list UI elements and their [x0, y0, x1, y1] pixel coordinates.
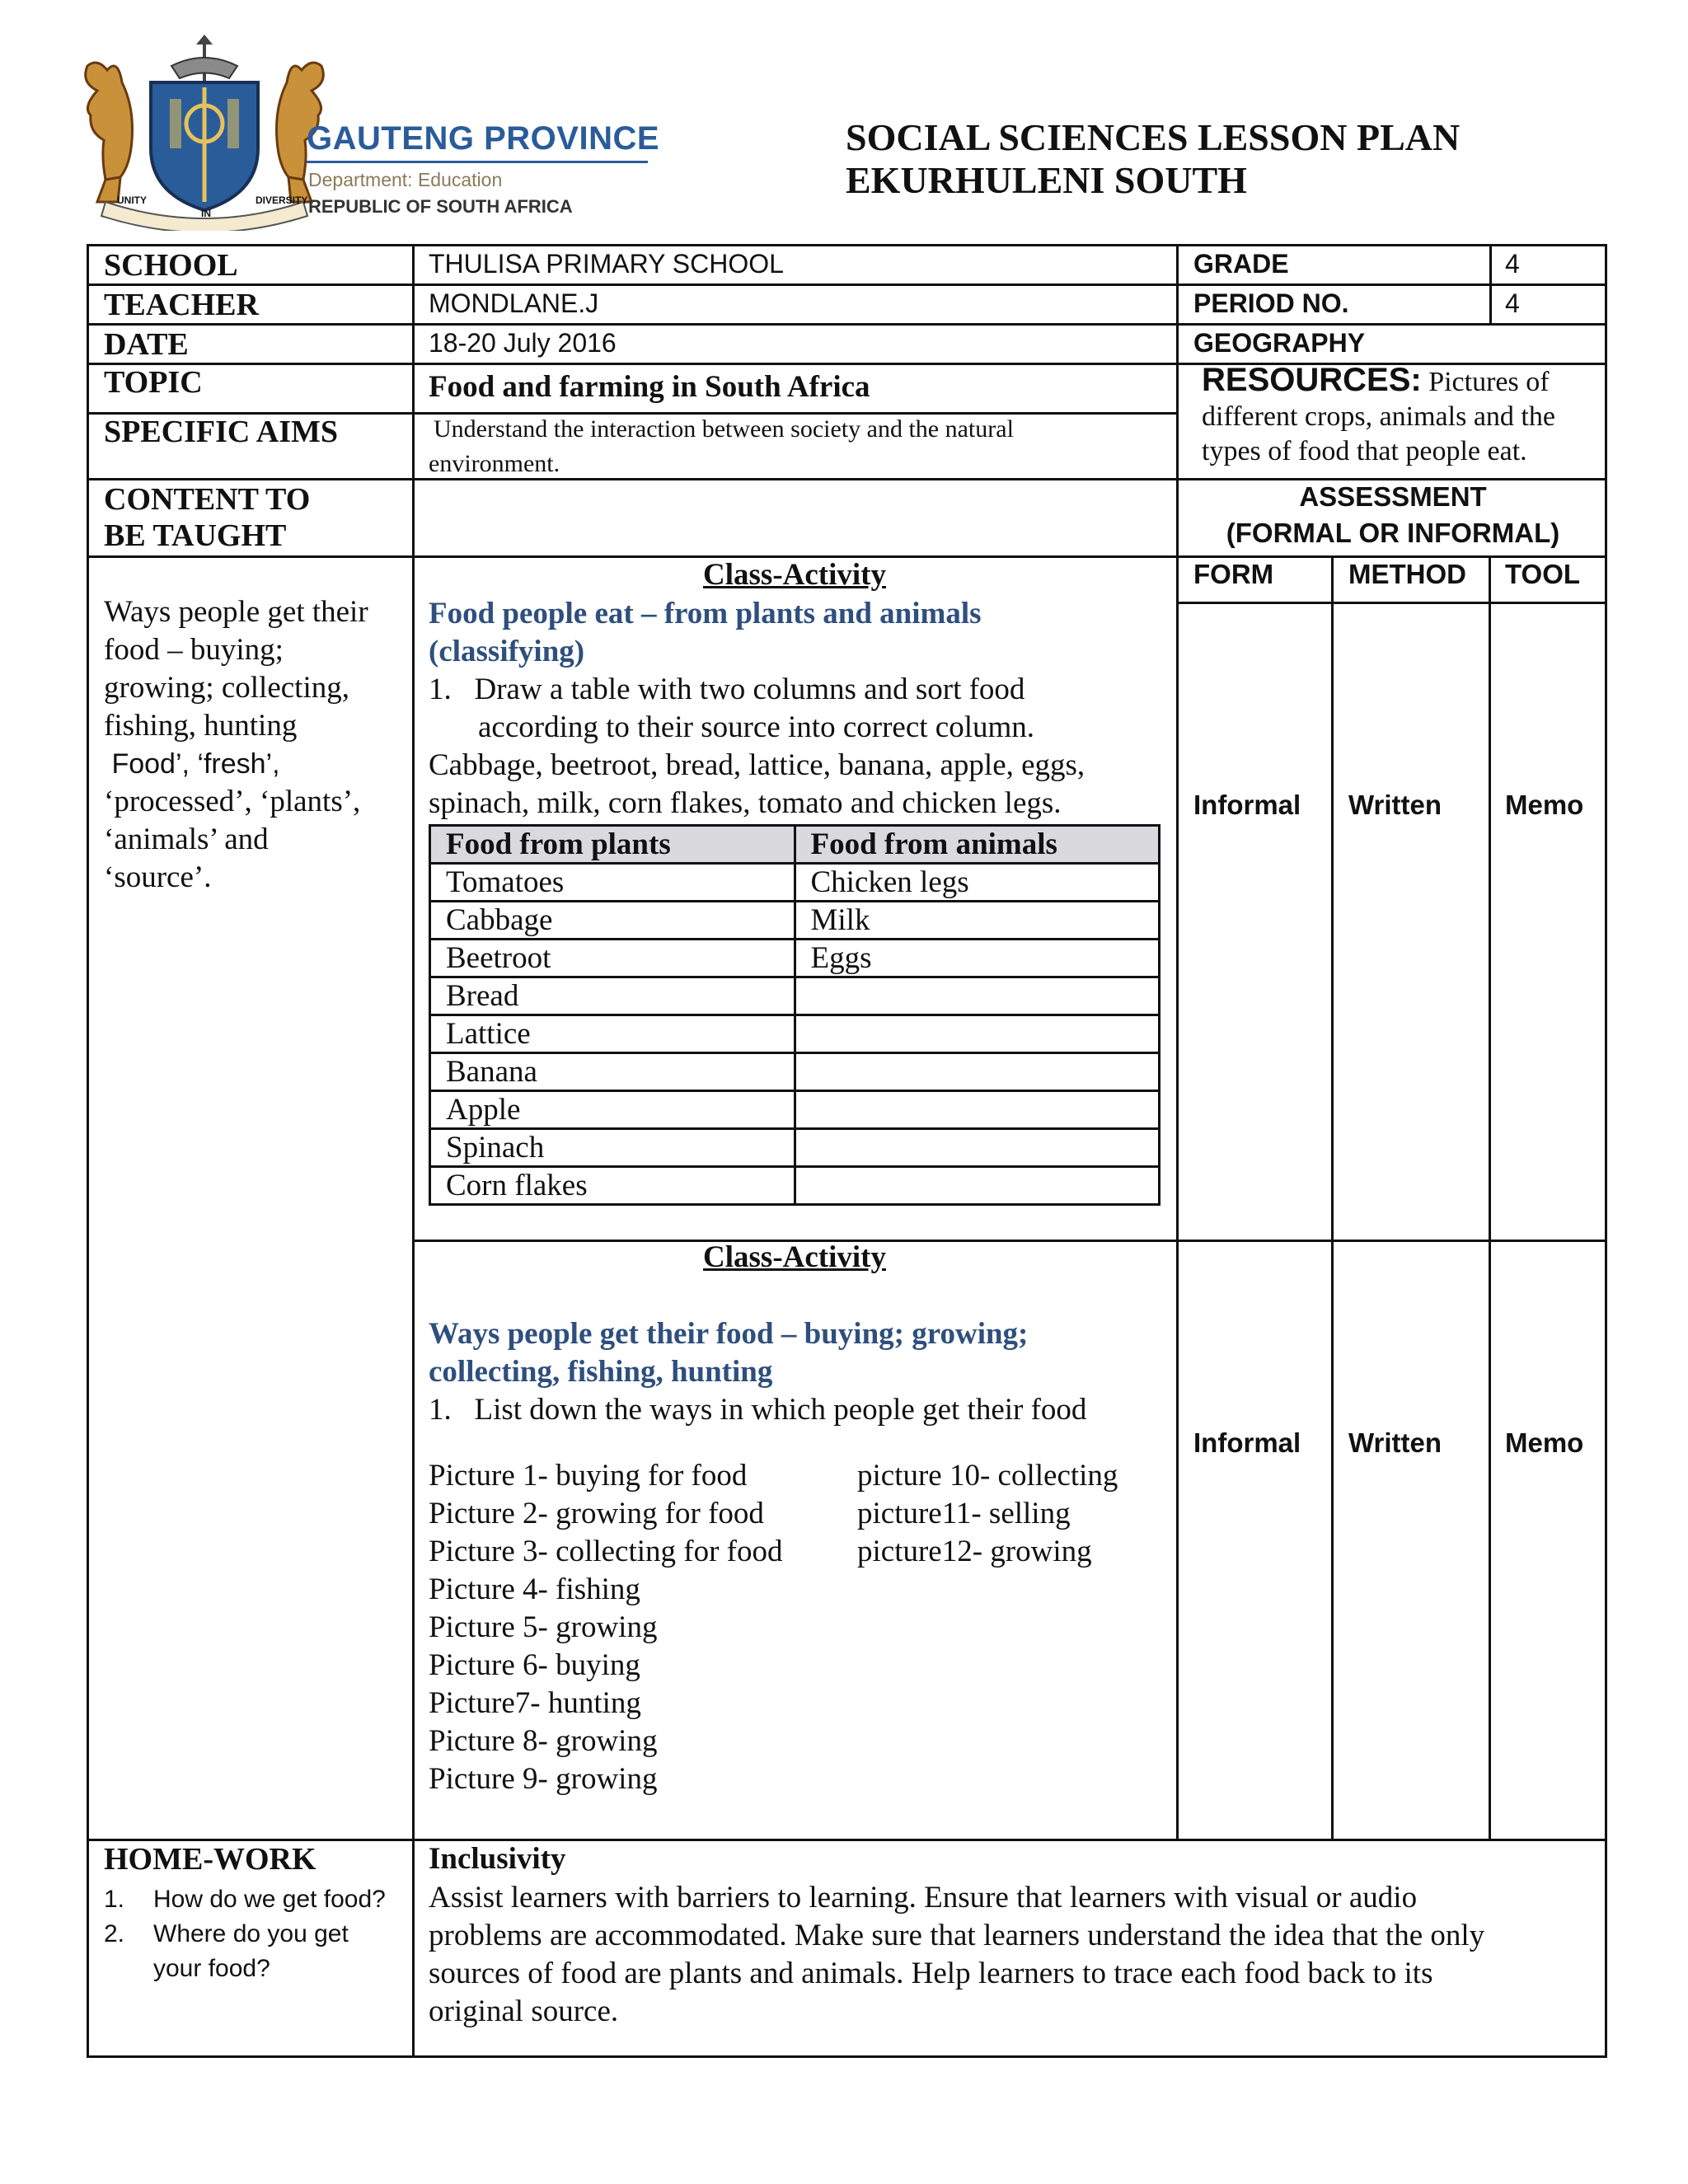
- activity-1-instruction: 1. Draw a table with two columns and sort food: [429, 673, 1025, 706]
- list-item: Picture 2- growing for food: [429, 1497, 764, 1530]
- province-name: GAUTENG PROVINCE: [307, 120, 660, 157]
- date-value: 18-20 July 2016: [429, 328, 617, 358]
- district-title: EKURHULENI SOUTH: [846, 159, 1247, 201]
- table-row: [430, 864, 1160, 902]
- pictures-right-list: [857, 1457, 1118, 1571]
- topic-label: TOPIC: [104, 365, 203, 400]
- header-food-from-animals: Food from animals: [795, 826, 1160, 864]
- plant-cell: Cabbage: [430, 902, 795, 940]
- inclusivity-label: Inclusivity: [429, 1842, 566, 1876]
- list-item: [104, 1917, 386, 1952]
- food-source-table: [429, 824, 1160, 1206]
- list-item: [104, 1882, 386, 1917]
- animal-cell: [795, 977, 1160, 1015]
- activity-2-subtitle: Ways people get their food – buying; growing;: [429, 1317, 1029, 1351]
- content-line: fishing, hunting: [104, 709, 298, 743]
- list-item: Picture 5- growing: [429, 1610, 658, 1644]
- period-value: 4: [1505, 288, 1520, 318]
- content-line: growing; collecting,: [104, 671, 349, 705]
- logo-motto-left: UNITY: [117, 194, 147, 206]
- department-name: Department: Education: [308, 169, 503, 190]
- list-item: Picture 3- collecting for food: [429, 1535, 783, 1568]
- assessment-row-2-tool: Memo: [1505, 1427, 1584, 1458]
- table-row: [430, 977, 1160, 1015]
- content-line: ‘processed’, ‘plants’,: [104, 785, 361, 818]
- list-item: Picture 9- growing: [429, 1762, 658, 1796]
- resources-block: [1202, 363, 1597, 469]
- table-row: [430, 902, 1160, 940]
- teacher-label: TEACHER: [104, 288, 259, 322]
- animal-cell: [795, 1167, 1160, 1205]
- specific-aims-label: SPECIFIC AIMS: [104, 415, 338, 449]
- activity-1-title: Class-Activity: [703, 558, 886, 592]
- inclusivity-text: [429, 1879, 1484, 2031]
- homework-item-number: 1.: [104, 1886, 125, 1913]
- table-row: [430, 1129, 1160, 1167]
- logo-motto-middle: IN: [201, 208, 211, 219]
- topic-value: Food and farming in South Africa: [429, 370, 870, 404]
- content-line: Food’, ‘fresh’,: [104, 748, 280, 780]
- date-label: DATE: [104, 327, 189, 362]
- province-underline: [307, 161, 648, 163]
- table-row: [430, 940, 1160, 977]
- plant-cell: Apple: [430, 1091, 795, 1129]
- document-title: SOCIAL SCIENCES LESSON PLAN: [846, 116, 1461, 158]
- animal-cell: [795, 1015, 1160, 1053]
- col-tool: TOOL: [1505, 559, 1581, 589]
- aims-line-2: environment.: [429, 450, 560, 477]
- content-line: ‘animals’ and: [104, 823, 269, 856]
- animal-cell: Eggs: [795, 940, 1160, 977]
- list-item: Picture 1- buying for food: [429, 1459, 748, 1493]
- assessment-subheading: (FORMAL OR INFORMAL): [1226, 518, 1560, 548]
- homework-item-continuation: your food?: [153, 1955, 270, 1982]
- animal-cell: [795, 1129, 1160, 1167]
- assessment-heading: ASSESSMENT: [1299, 481, 1487, 512]
- content-label-2: BE TAUGHT: [104, 518, 287, 553]
- plant-cell: Spinach: [430, 1129, 795, 1167]
- animal-cell: [795, 1053, 1160, 1091]
- teacher-value: MONDLANE.J: [429, 288, 599, 318]
- homework-list: [104, 1882, 386, 1986]
- activity-1-subtitle-2: (classifying): [429, 635, 585, 668]
- list-item: Picture 4- fishing: [429, 1572, 640, 1606]
- paragraph-line: problems are accommodated. Make sure that learners understand the idea that the only: [429, 1919, 1485, 1952]
- pictures-left-list: [429, 1457, 782, 1798]
- plant-cell: Beetroot: [430, 940, 795, 977]
- period-label: PERIOD NO.: [1193, 288, 1349, 318]
- school-label: SCHOOL: [104, 248, 238, 283]
- subject-label: GEOGRAPHY: [1193, 328, 1366, 358]
- grade-value: 4: [1505, 249, 1520, 279]
- table-row: [430, 1167, 1160, 1205]
- homework-label: HOME-WORK: [104, 1842, 316, 1877]
- list-item: Picture 6- buying: [429, 1648, 640, 1682]
- list-item: Picture 8- growing: [429, 1724, 658, 1758]
- paragraph-line: sources of food are plants and animals. Help learners to trace each food back to its: [429, 1957, 1433, 1990]
- logo-motto-right: DIVERSITY: [256, 194, 308, 206]
- plant-cell: Bread: [430, 977, 795, 1015]
- activity-1-food-list-2: spinach, milk, corn flakes, tomato and chicken legs.: [429, 786, 1062, 820]
- table-row: [430, 1091, 1160, 1129]
- activity-2-subtitle-2: collecting, fishing, hunting: [429, 1355, 773, 1389]
- content-left-text: [104, 593, 409, 897]
- list-item: picture 10- collecting: [857, 1459, 1118, 1493]
- paragraph-line: Assist learners with barriers to learning. Ensure that learners with visual or audio: [429, 1881, 1418, 1915]
- table-row: [430, 1015, 1160, 1053]
- animal-cell: [795, 1091, 1160, 1129]
- content-label-1: CONTENT TO: [104, 482, 311, 517]
- aims-line-1: Understand the interaction between society and the natural: [434, 415, 1014, 443]
- col-method: METHOD: [1348, 559, 1466, 589]
- header-food-from-plants: Food from plants: [430, 826, 795, 864]
- school-value: THULISA PRIMARY SCHOOL: [429, 249, 784, 279]
- resources-text-3: types of food that people eat.: [1202, 436, 1527, 466]
- plant-cell: Banana: [430, 1053, 795, 1091]
- list-item: picture11- selling: [857, 1497, 1071, 1530]
- list-item: picture12- growing: [857, 1535, 1092, 1568]
- content-line: Ways people get their: [104, 595, 368, 629]
- table-header-row: [430, 826, 1160, 864]
- homework-item-text: How do we get food?: [153, 1886, 386, 1913]
- list-item: Picture7- hunting: [429, 1686, 641, 1720]
- assessment-row-1-tool: Memo: [1505, 790, 1584, 820]
- assessment-row-2-method: Written: [1348, 1427, 1442, 1458]
- paragraph-line: original source.: [429, 1994, 619, 2028]
- activity-2-title: Class-Activity: [703, 1240, 886, 1274]
- homework-item-text: Where do you get: [153, 1920, 349, 1947]
- table-row: [430, 1053, 1160, 1091]
- assessment-row-1-form: Informal: [1193, 790, 1301, 820]
- homework-item-number: 2.: [104, 1920, 125, 1947]
- assessment-row-1-method: Written: [1348, 790, 1442, 820]
- animal-cell: Milk: [795, 902, 1160, 940]
- col-form: FORM: [1193, 559, 1274, 589]
- resources-label: RESOURCES:: [1202, 362, 1422, 398]
- activity-1-subtitle: Food people eat – from plants and animals: [429, 597, 982, 630]
- plant-cell: Corn flakes: [430, 1167, 795, 1205]
- resources-text-1: Pictures of: [1421, 367, 1550, 397]
- republic-name: REPUBLIC OF SOUTH AFRICA: [308, 196, 573, 217]
- animal-cell: Chicken legs: [795, 864, 1160, 902]
- plant-cell: Lattice: [430, 1015, 795, 1053]
- content-line: ‘source’.: [104, 860, 212, 894]
- activity-2-instruction: 1. List down the ways in which people get their food: [429, 1393, 1087, 1427]
- grade-label: GRADE: [1193, 249, 1289, 279]
- resources-text-2: different crops, animals and the: [1202, 401, 1555, 432]
- activity-1-food-list: Cabbage, beetroot, bread, lattice, banana, apple, eggs,: [429, 748, 1085, 782]
- content-line: food – buying;: [104, 633, 284, 667]
- assessment-row-2-form: Informal: [1193, 1427, 1301, 1458]
- plant-cell: Tomatoes: [430, 864, 795, 902]
- activity-1-instruction-2: according to their source into correct column.: [478, 710, 1034, 744]
